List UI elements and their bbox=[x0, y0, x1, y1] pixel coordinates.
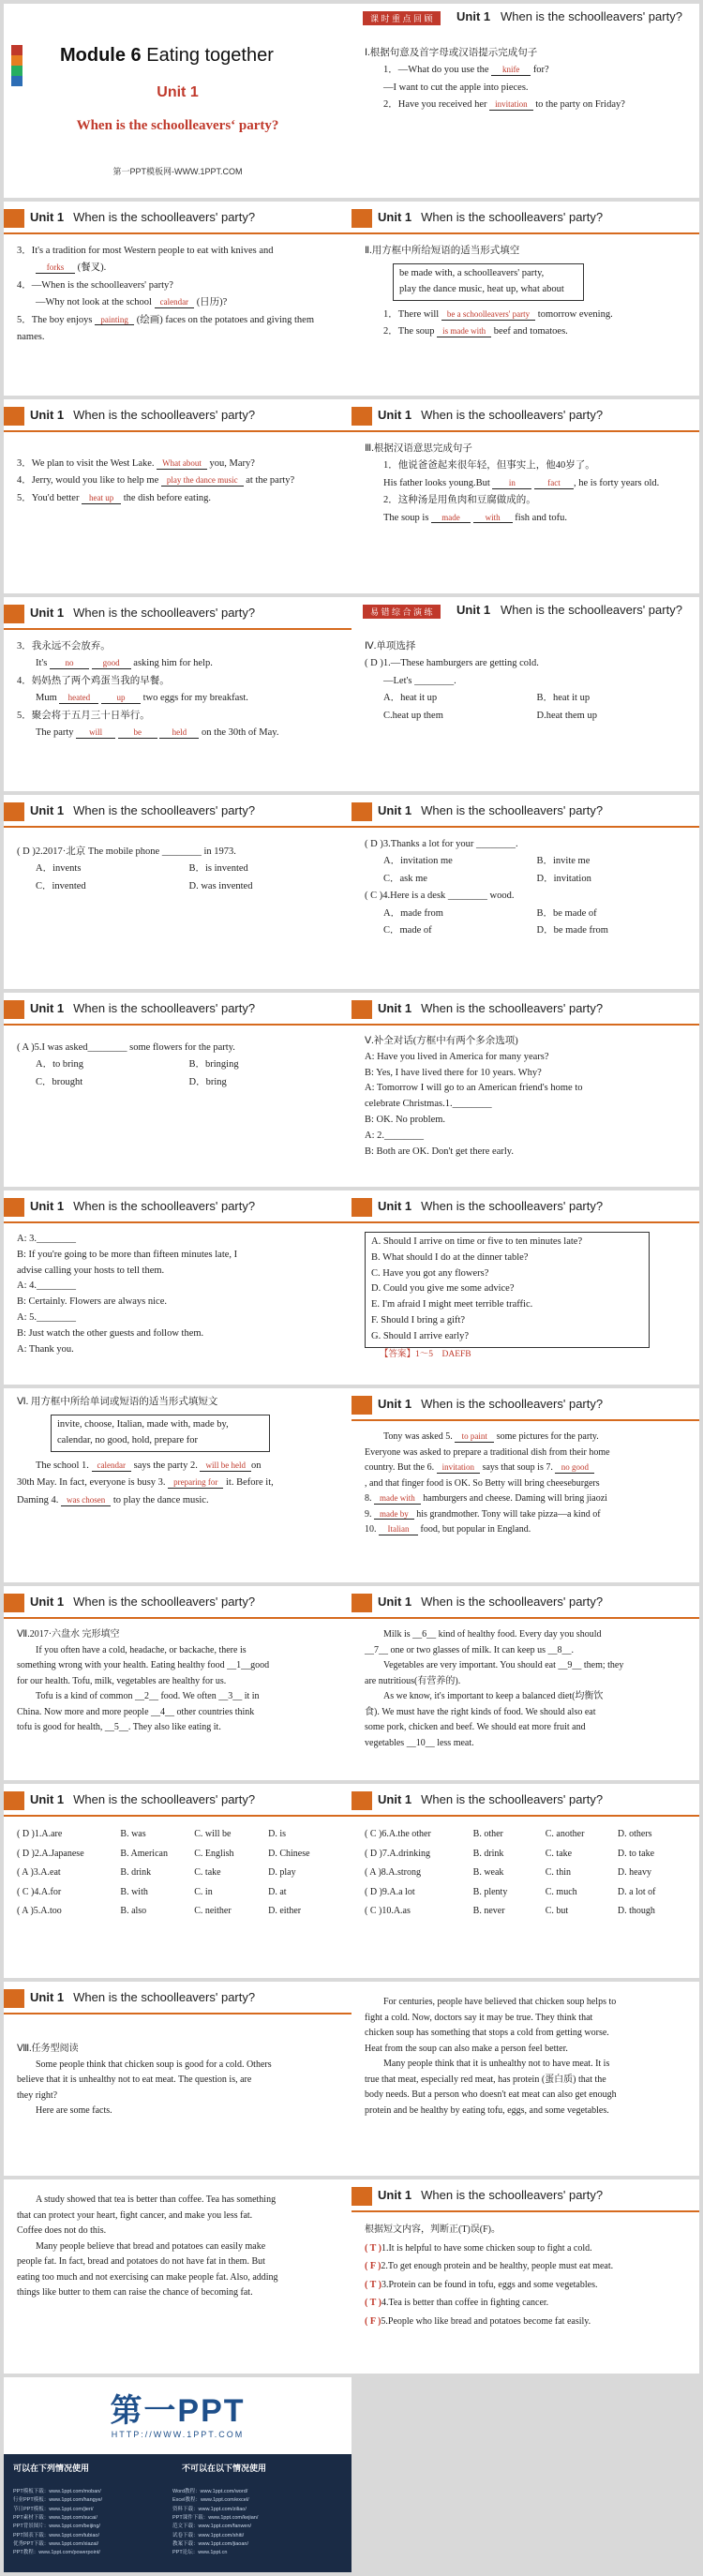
exercise-text: 3．It's a tradition for most Western people to eat with knives and forks (餐叉). 4．—When is the schoolleavers' party? —Why not look at the school calendar (日历)? 5．The boy enjoys painting (绘画) faces on the potatoes and giving them names. bbox=[17, 246, 314, 342]
slide-22 bbox=[352, 1982, 699, 2176]
ad-url[interactable]: HTTP://WWW.1PPT.COM bbox=[111, 2430, 245, 2439]
exercise-text: ( D )3.Thanks a lot for your ________. A．invitation me B．invite me C．ask me D．invitation ( C )4.Here is a desk ________ wood. A．made from B．be made of C．made of D．be made from bbox=[365, 839, 608, 936]
slide-4 bbox=[352, 202, 699, 396]
true-false-list: 根据短文内容，判断正(T)误(F)。 ( T )1.It is helpful to have some chicken soup to fight a cold. ( F )2.To get enough protein and be healthy, people must eat meat. ( T )3.Protein can be found in tofu, eggs and some vegetables. ( T )4.Tea is better than coffee in fighting cancer. ( F )5.People who like bread and potatoes become fat easily. bbox=[365, 2224, 614, 2327]
choice-row: ( C )4.A.for B. with C. in D. at bbox=[17, 1886, 287, 1897]
unit-label: Unit 1 bbox=[456, 9, 491, 23]
slide-17 bbox=[4, 1586, 352, 1780]
slide-9 bbox=[4, 795, 352, 989]
choice-row: ( A )8.A.strong B. weak C. thin D. heavy bbox=[365, 1867, 651, 1878]
exercise-text: 3．我永远不会放弃。 It's no good asking him for help. 4．妈妈热了两个鸡蛋当我的早餐。 Mum heated up two eggs for my breakfast. 5．聚会将于五月三十日举行。 The party will be held on the 30th of May. bbox=[17, 641, 279, 738]
slide-header: Unit 1 When is the schoolleavers' party? bbox=[352, 2179, 699, 2213]
slide-header: Unit 1 When is the schoolleavers' party? bbox=[352, 399, 699, 433]
ad-left-title: 可以在下列情况使用 bbox=[13, 2464, 90, 2473]
reading-passage: For centuries, people have believed that chicken soup helps to fight a cold. Now, doctors say it may be true. They think that chicken soup has something that stops a cold from getting worse. Heat from the soup can also make a person feel better. Many people think that it is unhealthy not to have meat. It is true that meat, especially red meat, has protein (蛋白质) that the body needs. But a person who doesn't eat meat can also get enough protein and be healthy by eating tofu, eggs, and some vegetables. bbox=[365, 1997, 617, 2116]
slide-5 bbox=[4, 399, 352, 593]
slide-header: Unit 1 When is the schoolleavers' party? bbox=[4, 1982, 352, 2015]
slide-10 bbox=[352, 795, 699, 989]
ad-link[interactable]: 范文下载：www.1ppt.com/fanwen/ bbox=[172, 2524, 252, 2530]
choice-row: ( C )10.A.as B. never C. but D. though bbox=[365, 1906, 655, 1916]
slide-8: 易 错 综 合 演 练 Unit 1 When is the schoolleavers' party? Ⅳ.单项选择 ( D )1.—These hamburgers are getting cold. —Let's ________. A．heat it up B．heat it up C.heat up them D.heat them up bbox=[352, 597, 699, 791]
slide-13 bbox=[4, 1191, 352, 1385]
slide-21 bbox=[4, 1982, 352, 2176]
answer-key: 【答案】1～5 DAEFB bbox=[380, 1349, 471, 1359]
header-title: When is the schoolleavers' party? bbox=[500, 9, 682, 23]
slide-header: Unit 1 When is the schoolleavers' party? bbox=[4, 993, 352, 1026]
ad-link[interactable]: PPT课件下载：www.1ppt.com/kejian/ bbox=[172, 2515, 259, 2522]
choice-row: ( A )3.A.eat B. drink C. take D. play bbox=[17, 1867, 296, 1878]
choice-row: ( D )2.A.Japanese B. American C. English D. Chinese bbox=[17, 1848, 310, 1859]
slide-23 bbox=[4, 2179, 352, 2374]
cloze-passage: Milk is __6__ kind of healthy food. Every day you should __7__ one or two glasses of milk. It can keep us __8__. Vegetables are very important. You should eat __9__ them; they are nutritious(有营养的). As we know, it's important to keep a balanced diet(均衡饮 食). We must have the right kinds of food. We should also eat some pork, chicken and beef. We should eat more fruit and vegetables __10__ less meat. bbox=[365, 1629, 624, 1748]
exercise-text: Ⅲ.根据汉语意思完成句子 1．他说爸爸起来很年轻，但事实上，他40岁了。 His father looks young.But in fact , he is forty years old. 2．这种汤是用鱼肉和豆腐做成的。 The soup is made with fish and tofu. bbox=[365, 443, 660, 523]
choice-row: ( A )5.A.too B. also C. neither D. either bbox=[17, 1906, 302, 1916]
choice-row: ( D )1.A.are B. was C. will be D. is bbox=[17, 1829, 287, 1839]
slide-header: Unit 1 When is the schoolleavers' party? bbox=[352, 1388, 699, 1422]
slide-header: Unit 1 When is the schoolleavers' party? bbox=[352, 1784, 699, 1818]
slide-header: Unit 1 When is the schoolleavers' party? bbox=[352, 795, 699, 829]
ad-link[interactable]: PPT模板下载：www.1ppt.com/moban/ bbox=[13, 2489, 101, 2494]
ad-right-title: 不可以在以下情况使用 bbox=[182, 2464, 267, 2473]
slide-header: Unit 1 When is the schoolleavers' party? bbox=[352, 993, 699, 1026]
exercise-text: Tony was asked 5. to paint some pictures for the party. Everyone was asked to prepare a traditional dish from their home country. But the 6. invitation says that soup is 7. no good , and that finger food is OK. So Betty will bring cheeseburgers 8. made with hamburgers and cheese. Daming will bring jiaozi 9. made by his grandmother. Tony will take pizza—a kind of 10. Italian food, but popular in England. bbox=[365, 1431, 610, 1535]
cloze-passage: Ⅶ.2017·六盘水 完形填空 If you often have a cold, headache, or backache, there is something wrong with your health. Eating healthy food __1__good for our health. Tofu, milk, vegetables are healthy for us. Tofu is a kind of common __2__ food. We often __3__ it in China. Now more and more people __4__ other countries think tofu is good for health, __5__. They also like eating it. bbox=[17, 1629, 270, 1732]
answer-blank: knife bbox=[491, 66, 531, 76]
choice-row: ( C )6.A.the other B. other C. another D. others bbox=[365, 1829, 652, 1839]
exercise-text: Ⅰ.根据句意及首字母或汉语提示完成句子 1．—What do you use the knife for? —I want to cut the apple into pieces. 2．Have you received her invitation to the party on Friday? bbox=[365, 45, 690, 114]
dialogue: A: 3.________ B: If you're going to be more than fifteen minutes late, I advise calling your hosts to tell them. A: 4.________ B: Certainly. Flowers are always nice. A: 5.________ B: Just watch the other guests and follow them. A: Thank you. bbox=[17, 1234, 238, 1355]
ad-link[interactable]: PPT教程：www.1ppt.com/powerpoint/ bbox=[13, 2550, 100, 2556]
answer-blank: invitation bbox=[489, 100, 533, 111]
slide-cover bbox=[4, 4, 352, 198]
choice-row: ( D )9.A.a lot B. plenty C. much D. a lot of bbox=[365, 1886, 656, 1897]
ad-link[interactable]: 节日PPT模板：www.1ppt.com/jieri/ bbox=[13, 2506, 94, 2512]
ad-link[interactable]: 教案下载：www.1ppt.com/jiaoan/ bbox=[172, 2541, 248, 2548]
slide-3 bbox=[4, 202, 352, 396]
dialogue: Ⅴ.补全对话(方框中有两个多余选项) A: Have you lived in America for many years? B: Yes, I have lived there for 10 years. Why? A: Tomorrow I will go to an American friend's home to celebrate Christmas.1.________ B: OK. No problem. A: 2.________ B: Both are OK. Don't get there early. bbox=[365, 1036, 583, 1157]
slide-15 bbox=[4, 1388, 352, 1582]
exercise-text: ( A )5.I was asked________ some flowers for the party. A．to bring B．bringing C．brought D．bring bbox=[17, 1042, 239, 1087]
choice-table bbox=[17, 1825, 342, 1922]
slide-header: Unit 1 When is the schoolleavers' party? bbox=[352, 1586, 699, 1620]
exercise-text: ( D )2.2017·北京 The mobile phone ________ in 1973. A．invents B．is invented C．invented D. was invented bbox=[17, 846, 253, 891]
ad-link[interactable]: 行业PPT模板：www.1ppt.com/hangye/ bbox=[13, 2497, 103, 2504]
section-heading: Ⅰ.根据句意及首字母或汉语提示完成句子 bbox=[365, 48, 538, 58]
slide-6 bbox=[352, 399, 699, 593]
ad-logo: 第一PPT bbox=[110, 2393, 246, 2429]
choice-table bbox=[365, 1825, 690, 1922]
slide-header: Unit 1 When is the schoolleavers' party? bbox=[352, 202, 699, 235]
ad-link[interactable]: 优秀PPT下载：www.1ppt.com/xiazai/ bbox=[13, 2541, 99, 2548]
slide-24 bbox=[352, 2179, 699, 2374]
slide-header: Unit 1 When is the schoolleavers' party? bbox=[4, 202, 352, 235]
slide-header: Unit 1 When is the schoolleavers' party? bbox=[4, 1191, 352, 1224]
cover-module: Module 6 bbox=[60, 45, 142, 66]
ad-links bbox=[13, 2488, 332, 2558]
ad-link[interactable]: PPT素材下载：www.1ppt.com/sucai/ bbox=[13, 2515, 97, 2522]
slide-header: Unit 1 When is the schoolleavers' party? bbox=[4, 1586, 352, 1620]
reading-passage: A study showed that tea is better than coffee. Tea has something that can protect your heart, fight cancer, and make you less fat. Coffee does not do this. Many people believe that bread and potatoes can easily make people fat. In fact, bread and potatoes do not have fat in them. But eating too much and not exercising can make people fat. Also, adding things like butter to them can raise the chance of becoming fat. bbox=[17, 2194, 278, 2298]
ad-link[interactable]: PPT论坛：www.1ppt.cn bbox=[172, 2550, 228, 2556]
reading-passage: Ⅷ.任务型阅读 Some people think that chicken soup is good for a cold. Others believe that it is unhealthy not to eat meat. The question is, are they right? Here are some facts. bbox=[17, 2044, 272, 2116]
slide-2 bbox=[352, 4, 699, 198]
cover-unit: Unit 1 bbox=[157, 84, 199, 100]
section-tag: 易 错 综 合 演 练 bbox=[363, 605, 441, 619]
slide-header: Unit 1 When is the schoolleavers' party? bbox=[4, 795, 352, 829]
cover-logo bbox=[11, 45, 22, 86]
word-box: invite, choose, Italian, made with, made by, calendar, no good, hold, prepare for bbox=[51, 1415, 270, 1452]
slide-12 bbox=[352, 993, 699, 1187]
choice-row: ( D )7.A.drinking B. drink C. take D. to take bbox=[365, 1848, 655, 1859]
slide-19 bbox=[4, 1784, 352, 1978]
ad-link[interactable]: PPT图表下载：www.1ppt.com/tubiao/ bbox=[13, 2532, 100, 2539]
options-box: A. Should I arrive on time or five to ten minutes late? B. What should I do at the dinner table? C. Have you got any flowers? D. Could you give me some advice? E. I'm afraid I might meet terrible traffic. F. Should I bring a gift? G. Should I arrive early? bbox=[365, 1232, 650, 1348]
ad-banner bbox=[4, 2377, 352, 2454]
ad-link[interactable]: PPT背景图片：www.1ppt.com/beijing/ bbox=[13, 2524, 100, 2530]
cover-module-title: Eating together bbox=[146, 45, 274, 66]
slide-header: Unit 1 When is the schoolleavers' party? bbox=[352, 1191, 699, 1224]
cover-footer: 第一PPT模板网-WWW.1PPT.COM bbox=[112, 167, 243, 176]
slide-header: Unit 1 When is the schoolleavers' party? bbox=[4, 399, 352, 433]
exercise-text: Ⅵ. 用方框中所给单词或短语的适当形式填短文 invite, choose, Italian, made with, made by, calendar, no good, hold, prepare for The school 1. calendar says the party 2. will be held on 30th May. In fact, everyone is busy 3. preparing for it. Before it, Daming 4. was chosen to play the dance music. bbox=[17, 1397, 274, 1505]
slide-11 bbox=[4, 993, 352, 1187]
ad-link[interactable]: Excel教程：www.1ppt.com/excel/ bbox=[172, 2497, 249, 2504]
word-box: be made with, a schoolleavers' party, play the dance music, heat up, what about bbox=[393, 263, 584, 301]
slide-20 bbox=[352, 1784, 699, 1978]
slide-14 bbox=[352, 1191, 699, 1385]
options-area bbox=[365, 1232, 690, 1362]
ad-link[interactable]: Word教程：www.1ppt.com/word/ bbox=[172, 2489, 248, 2494]
cover-title: When is the schoolleavers‘ party? bbox=[76, 118, 279, 133]
slide-header: Unit 1 When is the schoolleavers' party? bbox=[4, 1784, 352, 1818]
section-tag: 课 时 重 点 回 顾 bbox=[363, 11, 441, 25]
exercise-text: Ⅱ.用方框中所给短语的适当形式填空 be made with, a schoolleavers' party, play the dance music, heat up, what about 1．There will be a schoolleavers' party tomorrow evening. 2．The soup is made with beef and tomatoes. bbox=[365, 246, 613, 337]
ad-link[interactable]: 资料下载：www.1ppt.com/ziliao/ bbox=[172, 2506, 247, 2512]
slide-18 bbox=[352, 1586, 699, 1780]
ad-link[interactable]: 试卷下载：www.1ppt.com/shiti/ bbox=[172, 2532, 245, 2539]
slide-ad bbox=[4, 2377, 352, 2572]
exercise-text: 3．We plan to visit the West Lake. What about you, Mary? 4．Jerry, would you like to help me play the dance music at the party? 5．You'd better heat up the dish before eating. bbox=[17, 458, 295, 503]
slide-7 bbox=[4, 597, 352, 791]
slide-16 bbox=[352, 1388, 699, 1582]
slide-header: Unit 1 When is the schoolleavers' party? bbox=[4, 597, 352, 631]
exercise-text: Ⅳ.单项选择 ( D )1.—These hamburgers are getting cold. —Let's ________. A．heat it up B．heat it up C.heat up them D.heat them up bbox=[365, 641, 597, 721]
